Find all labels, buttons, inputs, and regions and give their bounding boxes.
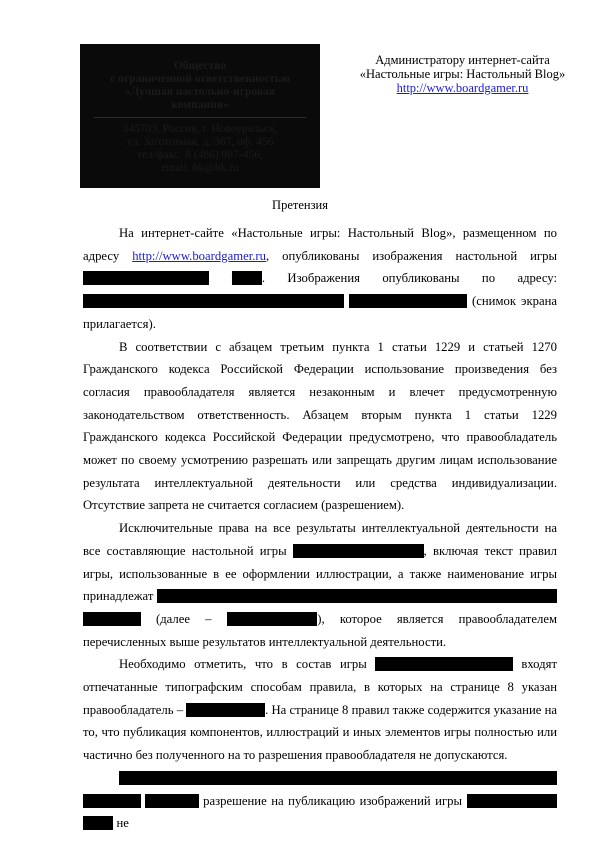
redacted-game-name: «Лучшая в мире [83,271,210,286]
redacted-game-name: «Лучшая в мире игра» [83,793,557,831]
text: Необходимо отметить, что в состав игры [119,657,376,672]
redacted-url: http://www.boardgamer.ru/lucshaya-v-mire-igra-84 [83,294,344,309]
text: ), которое является правообладателем перечисленных выше результатов интеллектуальной деятельности. [83,611,557,649]
text: (далее – [140,611,227,626]
paragraph-1 [83,222,557,336]
recipient-block [330,53,595,95]
paragraph-4 [83,653,557,767]
document-title: Претензия [272,198,328,212]
sender-org-line: компания» [171,99,229,111]
sender-address-line: тел/факс: 8 (486) 987-456, [137,149,263,161]
redacted-company-name: Общество с ограниченной ответственностью «Лучшая настольно-игровая компания» [83,770,557,808]
sender-address-line: ул. Заготовная, д. 387, оф. 456 [126,136,274,148]
sender-address [80,123,320,175]
sender-letterhead [80,44,320,188]
redacted-game-name: игра» [231,271,262,286]
text: . На странице 8 правил также содержится указание на то, что публикация компонентов, иллюстраций и иных элементов игры полностью или частично без полученного на то разрешения правообладателя не допускаются. [83,702,558,763]
redacted-company-name: Обществу с ограниченной ответственностью «Лучшая настольно-игровая компания» [83,589,557,626]
redacted-game-name: «Лучшая в мире игра» [292,543,424,558]
sender-org-line: Общество [173,60,227,72]
redacted-company-short: ООО «ЛНИК» [186,702,266,717]
redacted-company-short: ООО «ЛНИК» [226,611,318,626]
site-link[interactable]: http://www.boardgamer.ru [132,248,266,263]
sender-address-line: 345703, Россия, г. Новоуральск, [122,123,278,135]
paragraph-2: В соответствии с абзацем третьим пункта 1 статьи 1229 и статьей 1270 Гражданского кодекса Российской Федерации использование произведения без согласия правообладателя является незаконным и влечет предусмотренную законодательством ответственность. Абзацем вторым пункта 1 статьи 1229 Гражданского кодекса Российской Федерации предусмотрено, что правообладатель может по своему усмотрению разрешать или запрещать другим лицам использование результата интеллектуальной деятельности или средства индивидуализации. Отсутствие запрета не считается согласием (разрешением). [83,339,557,513]
paragraph-3 [83,517,557,653]
sender-org-line: с ограниченной ответственностью [110,73,290,85]
redacted-url: screenshot-image-2014 [348,294,468,309]
text: , опубликованы изображения настольной игры [265,248,557,263]
document-body [83,222,557,835]
text: не [113,816,129,831]
text: , включая текст правил игры, использованные в ее оформлении иллюстрации, а также наименование игры принадлежат [83,543,557,604]
text: входят отпечатанные типографским способам правила, в которых на странице 8 указан правообладатель – [83,657,557,717]
letterhead-divider [94,117,306,118]
text: На интернет-сайте «Настольные игры: Настольный Blog», размещенном по адресу [83,226,557,263]
text: (снимок экрана прилагается). [83,294,558,331]
recipient-line: Администратору интернет-сайта [375,53,550,67]
redacted-game-name: «Лучшая в мире игра» [375,657,513,672]
recipient-site-name: «Настольные игры: Настольный Blog» [359,67,566,81]
text: Исключительные права на все результаты интеллектуальной деятельности на все составляющие настольной игры [83,521,557,558]
recipient-site-link[interactable]: http://www.boardgamer.ru [396,81,529,95]
sender-org-line: «Лучшая настольно-игровая [124,86,276,98]
sender-address-line: email: bk@bk.ru [161,162,239,174]
paragraph-5 [83,767,557,835]
sender-organization [80,60,320,112]
redacted-text: не давало [145,793,199,808]
text: разрешение на публикацию изображений игры [198,793,467,808]
text: . Изображения опубликованы по адресу: [261,271,557,286]
